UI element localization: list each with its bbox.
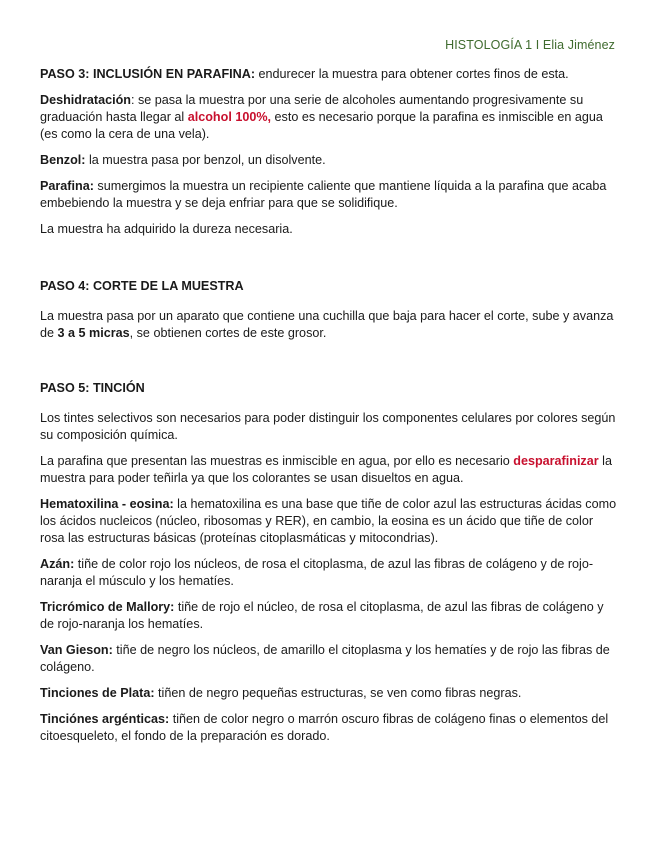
- stain-label: Tinciones de Plata:: [40, 686, 155, 700]
- micras-bold: 3 a 5 micras: [57, 326, 130, 340]
- alcohol-highlight: alcohol 100%,: [187, 110, 272, 124]
- deshidratacion-text-2: esto es necesario porque la parafina es inmiscible en agua (es como la cera de una vela).: [40, 110, 603, 141]
- paso5-p2-text-2: la muestra para poder teñirla ya que los colorantes se usan disueltos en agua.: [40, 454, 612, 485]
- paso5-title: PASO 5: TINCIÓN: [40, 381, 145, 395]
- paso4-text-2: , se obtienen cortes de este grosor.: [129, 326, 327, 340]
- stain-text: la hematoxilina es una base que tiñe de color azul las estructuras ácidas como los ácidos nucleicos (núcleo, ribosomas y RER), en cambio, la eosina es un ácido que tiñe de color rosa las estructuras básicas (proteínas citoplasmáticas y mitocondrias).: [40, 497, 617, 545]
- paso3-conclusion: La muestra ha adquirido la dureza necesaria.: [40, 222, 293, 236]
- parafina-label: Parafina:: [40, 179, 94, 193]
- stain-item: [40, 685, 618, 702]
- paso5-paragraph-2: [40, 453, 618, 487]
- paso5-paragraph-1: Los tintes selectivos son necesarios para poder distinguir los componentes celulares por colores según su composición química.: [40, 411, 616, 442]
- document-body: [40, 66, 618, 754]
- paso3-intro-text: endurecer la muestra para obtener cortes finos de esta.: [255, 67, 569, 81]
- paso3-title: PASO 3: INCLUSIÓN EN PARAFINA:: [40, 67, 256, 81]
- stain-text: tiñen de negro pequeñas estructuras, se ven como fibras negras.: [154, 686, 522, 700]
- stain-label: Azán:: [40, 557, 75, 571]
- stain-item: [40, 556, 618, 590]
- stain-label: Tricrómico de Mallory:: [40, 600, 175, 614]
- stain-item: [40, 642, 618, 676]
- benzol-label: Benzol:: [40, 153, 86, 167]
- deshidratacion-paragraph: [40, 92, 618, 143]
- benzol-paragraph: [40, 152, 618, 169]
- stain-label: Van Gieson:: [40, 643, 113, 657]
- stain-text: tiñen de color negro o marrón oscuro fibras de colágeno finas o elementos del citoesqueleto, el fondo de la preparación es dorado.: [40, 712, 609, 743]
- paso5-p2-text-1: La parafina que presentan las muestras es inmiscible en agua, por ello es necesario: [40, 454, 514, 468]
- paso4-title: PASO 4: CORTE DE LA MUESTRA: [40, 279, 244, 293]
- stain-text: tiñe de rojo el núcleo, de rosa el citoplasma, de azul las fibras de colágeno y de rojo-naranja los hematíes.: [40, 600, 604, 631]
- desparafinizar-highlight: desparafinizar: [513, 454, 599, 468]
- stain-item: [40, 496, 618, 547]
- stain-item: [40, 711, 618, 745]
- benzol-text: la muestra pasa por benzol, un disolvente.: [85, 153, 326, 167]
- parafina-paragraph: [40, 178, 618, 212]
- stain-text: tiñe de color rojo los núcleos, de rosa el citoplasma, de azul las fibras de colágeno y de rojo-naranja el músculo y los hematíes.: [40, 557, 594, 588]
- parafina-text: sumergimos la muestra un recipiente caliente que mantiene líquida a la parafina que acaba embebiendo la muestra y se deja enfriar para que se solidifique.: [40, 179, 607, 210]
- paso3-intro: [40, 66, 618, 83]
- stain-text: tiñe de negro los núcleos, de amarillo el citoplasma y los hematíes y de rojo las fibras de colágeno.: [40, 643, 610, 674]
- paso4-paragraph: [40, 308, 618, 342]
- stain-item: [40, 599, 618, 633]
- deshidratacion-text-1: : se pasa la muestra por una serie de alcoholes aumentando progresivamente su graduación hasta llegar al: [40, 93, 584, 124]
- deshidratacion-label: Deshidratación: [40, 93, 131, 107]
- page-header: HISTOLOGÍA 1 I Elia Jiménez: [445, 38, 615, 52]
- stain-label: Tinciónes argénticas:: [40, 712, 170, 726]
- stain-label: Hematoxilina - eosina:: [40, 497, 174, 511]
- paso4-text-1: La muestra pasa por un aparato que contiene una cuchilla que baja para hacer el corte, sube y avanza de: [40, 309, 614, 340]
